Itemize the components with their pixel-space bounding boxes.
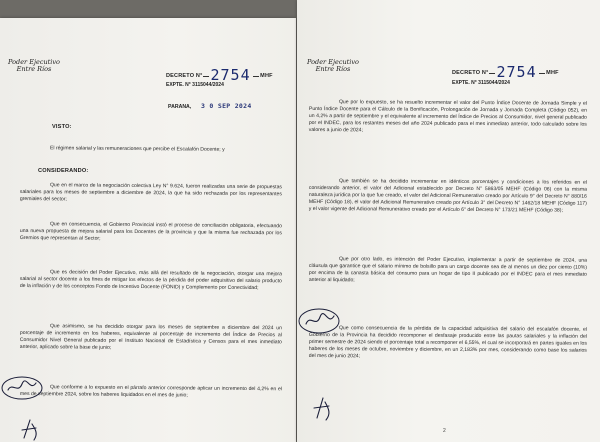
signature-icon [309, 394, 339, 422]
page-number: 2 [443, 428, 446, 434]
visto-paragraph: El régimen salarial y las remuneraciones que percibe el Escalafón Docente; y [49, 145, 225, 153]
considerando-paragraph-8: Que por otro lado, es intención del Poder Ejecutivo, implementar a partir de septiembre de 2024, una cláusula que garantice que el salario mínimo de bolsillo para un cargo docente sea de al menos un diez por ciento (10%) por encima de la canasta básica del consumo para un hogar de tipo II publicado por el INDEC para el mes inmediato anterior al liquidado; [308, 256, 587, 284]
initials-stamp-icon [0, 374, 50, 404]
decreto-number: 2754 [210, 66, 251, 84]
considerando-paragraph-5: Que conforme a lo expuesto en el párrafo anterior corresponde aplicar un incremento del 4,2% en el mes de septiembre 2024, sobre los haberes liquidados en el mes de junio; [19, 384, 282, 399]
letterhead [8, 59, 60, 73]
considerando-paragraph-6: Que por lo expuesto, se ha resuelto incrementar el valor del Punto Índice Docente de Jornada Simple y el Punto Índice Docente para el Cálculo de la Bonificación, Prolongación de Jornada y Jornada Completa (Código 052), en un 4,2% a partir de septiembre y el equivalente al incremento del Índice de Precios al Consumidor, nivel general publicado por el INDEC, para los restantes meses del año 2024 publicado para el mes inmediato anterior, todo calculado sobre los valores a junio de 2024; [308, 99, 587, 134]
initials-stamp-icon [297, 306, 345, 338]
expediente-number: EXPTE. N° 3115044/2024 [166, 82, 224, 88]
signature-icon [18, 416, 48, 442]
letterhead-line-2: Entre Ríos [16, 65, 52, 73]
place-label: PARANA, [168, 104, 192, 110]
considerando-paragraph-3: Que es decisión del Poder Ejecutivo, más allá del resultado de la negociación, otorgar una mejora salarial al sector docente a los fines de mitigar los efectos de la pérdida del poder adquisitivo del salario producto de la inflación y de los conceptos Fondo de Incentivo Docente (FONID) y Complemento por Conectividad; [19, 269, 282, 292]
decreto-label: DECRETO N° [166, 73, 203, 79]
date-stamp: 3 0 SEP 2024 [201, 102, 252, 110]
letterhead-line-1: Poder Ejecutivo [307, 58, 359, 66]
considerando-paragraph-4: Que asimismo, se ha decidido otorgar para los meses de septiembre a diciembre del 2024 un porcentaje de incremento en los haberes, equivalente al porcentaje de incremento del Índice de Precios al Consumidor Nivel General publicado por el Instituto Nacional de Estadística y Censos para el mes inmediato anterior, aplicado sobre la base de junio; [19, 323, 282, 352]
document-page-left [0, 18, 296, 442]
expediente-number: EXPTE. N° 3115044/2024 [452, 80, 510, 86]
decreto-suffix: MHF [260, 73, 273, 79]
considerando-paragraph-7: Que también se ha decidido incrementar en idénticos porcentajes y condiciones a los referidos en el considerando anterior, el valor del Adicional establecido por Decreto N° 5863/05 MEHF (Código 06) con la misma naturaleza jurídica por la que fue creado, el valor del Adicional Remunerativo creado por Artículo 9° del Decreto N° 880/16 MEHF (Código 18), el valor del Adicional Remunerativo creado por Artículo 3° del Decreto N° 1462/18 MEHF (Código 117) y el valor vigente del Adicional Remunerativo creado por el Artículo 6° del Decreto N° 173/21 MEHF (Código 38); [308, 178, 587, 214]
visto-heading: VISTO: [52, 124, 72, 130]
decreto-label: DECRETO N° [452, 70, 489, 76]
decreto-number-row [452, 63, 559, 81]
decreto-suffix: MHF [546, 70, 559, 76]
considerando-paragraph-2: Que en consecuencia, el Gobierno Provincial instó el proceso de conciliación obligatoria, efectuando una nueva propuesta de mejora salarial para los Docentes de la provincia y que la misma fue rechazada por los Gremios que representan al Sector; [19, 221, 282, 242]
document-page-right [297, 0, 600, 442]
letterhead [307, 59, 359, 73]
considerando-heading: CONSIDERANDO: [38, 168, 89, 174]
letterhead-line-1: Poder Ejecutivo [8, 58, 60, 66]
decreto-number: 2754 [496, 63, 537, 81]
letterhead-line-2: Entre Ríos [315, 65, 351, 73]
considerando-paragraph-9: Que como consecuencia de la pérdida de la capacidad adquisitiva del salario del escalafón docente, el Gobierno de la Provincia ha decidido recomponer el desfasaje producido entre las pautas salariales y la inflación del primer semestre de 2024 siendo el porcentaje total a recomponer el 6,55%, el cual se incorporará en partes iguales en los haberes de los meses de octubre, noviembre y diciembre, en un 2,183% por mes, considerando como base los salarios del mes de junio 2024; [308, 325, 587, 360]
considerando-paragraph-1: Que en el marco de la negociación colectiva Ley N° 9.624, fueron realizadas una serie de propuestas salariales para los meses de septiembre a diciembre de 2024, la que ha sido rechazada por los representantes gremiales del sector; [19, 182, 282, 203]
